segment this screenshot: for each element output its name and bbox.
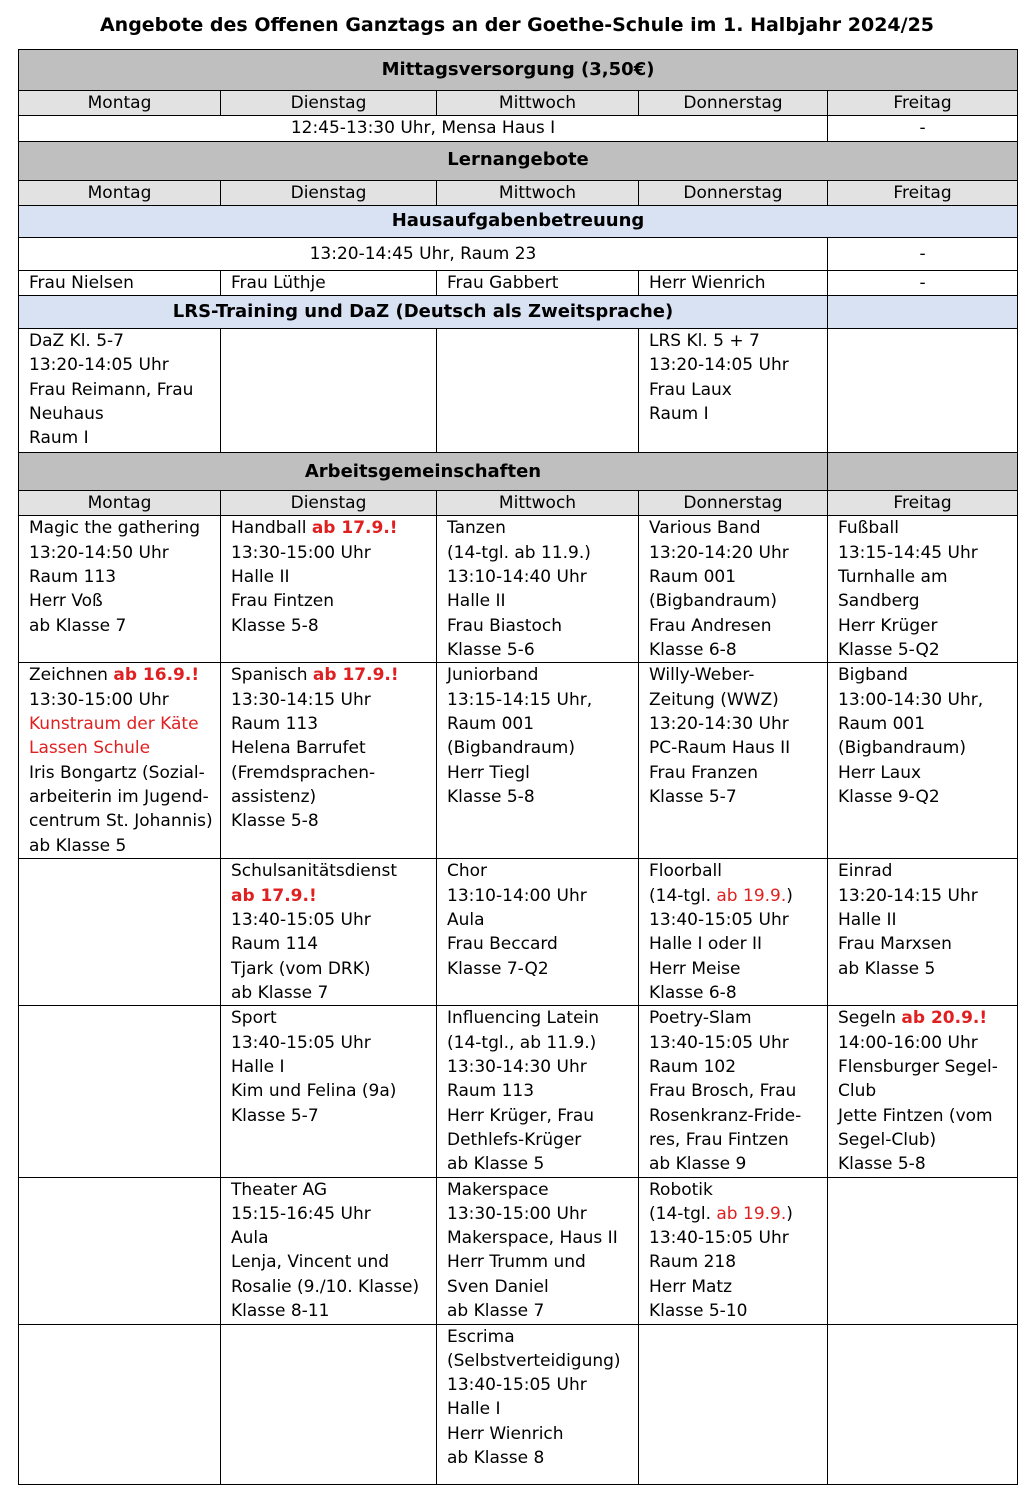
cell-text-segment: ab 17.9.! bbox=[311, 518, 398, 539]
day-wednesday: Mittwoch bbox=[437, 491, 639, 516]
cell-line bbox=[231, 663, 436, 687]
cell-line: (14-tgl. ab 11.9.) bbox=[447, 542, 591, 563]
cell-line: Herr Laux bbox=[838, 762, 922, 783]
cell-line: Herr Matz bbox=[649, 1276, 732, 1297]
ag-cell bbox=[639, 1006, 828, 1177]
homework-time-row bbox=[19, 237, 1018, 270]
cell-line: Robotik bbox=[649, 1179, 713, 1200]
cell-text-segment: Segeln bbox=[838, 1008, 902, 1029]
cell-text-segment: ab 20.9.! bbox=[901, 1008, 988, 1029]
day-monday: Montag bbox=[19, 491, 221, 516]
cell-line: Club bbox=[838, 1081, 877, 1102]
ag-cell bbox=[437, 1324, 639, 1484]
cell-line: Various Band bbox=[649, 518, 761, 539]
cell-line: ab Klasse 8 bbox=[447, 1448, 545, 1469]
cell-line: 15:15-16:45 Uhr bbox=[231, 1203, 371, 1224]
cell-line: Tanzen bbox=[447, 518, 506, 539]
cell-line: Raum 218 bbox=[649, 1252, 737, 1273]
cell-text-segment: ab 19.9. bbox=[716, 885, 787, 906]
empty-cell bbox=[19, 1324, 221, 1484]
cell-line: PC-Raum Haus II bbox=[649, 738, 791, 759]
cell-line: (Bigbandraum) bbox=[447, 738, 575, 759]
daz-cell bbox=[19, 329, 221, 453]
cell-line: Klasse 5-7 bbox=[649, 786, 737, 807]
ag-row bbox=[19, 859, 1018, 1006]
ag-cell bbox=[221, 663, 437, 859]
cell-text-segment: ) bbox=[786, 885, 793, 906]
cell-line bbox=[29, 663, 220, 687]
day-friday: Freitag bbox=[828, 491, 1018, 516]
cell-line: Sport bbox=[231, 1008, 277, 1029]
cell-line: Segel-Club) bbox=[838, 1129, 937, 1150]
lrs-row bbox=[19, 329, 1018, 453]
empty-cell bbox=[828, 453, 1018, 491]
day-tuesday: Dienstag bbox=[221, 180, 437, 205]
cell-line: Herr Meise bbox=[649, 958, 741, 979]
day-wednesday: Mittwoch bbox=[437, 180, 639, 205]
cell-line: Klasse 5-8 bbox=[231, 615, 319, 636]
cell-line: 13:30-15:00 Uhr bbox=[29, 689, 169, 710]
cell-line: Escrima bbox=[447, 1326, 515, 1347]
ag-cell bbox=[221, 859, 437, 1006]
cell-line: 13:20-14:05 Uhr bbox=[29, 355, 169, 376]
cell-line: Klasse 9-Q2 bbox=[838, 786, 940, 807]
cell-text-segment: Zeichnen bbox=[29, 665, 114, 686]
teacher-friday: - bbox=[828, 270, 1018, 295]
empty-cell bbox=[828, 296, 1018, 329]
cell-text-segment: (14-tgl. bbox=[649, 885, 717, 906]
cell-text-segment: Handball bbox=[231, 518, 312, 539]
day-header-row bbox=[19, 491, 1018, 516]
empty-cell bbox=[221, 1324, 437, 1484]
cell-line: Poetry-Slam bbox=[649, 1008, 752, 1029]
cell-line: Frau Andresen bbox=[649, 615, 772, 636]
cell-line: Klasse 5-7 bbox=[231, 1105, 319, 1126]
cell-line: Iris Bongartz (Sozial- bbox=[29, 762, 205, 783]
cell-line: Frau Marxsen bbox=[838, 934, 952, 955]
day-friday: Freitag bbox=[828, 180, 1018, 205]
cell-line: Klasse 5-8 bbox=[447, 786, 535, 807]
ag-row bbox=[19, 1324, 1018, 1484]
cell-text-segment: ab 16.9.! bbox=[113, 665, 200, 686]
cell-line: 13:40-15:05 Uhr bbox=[231, 1032, 371, 1053]
cell-line: 13:30-15:00 Uhr bbox=[231, 542, 371, 563]
cell-line: Bigband bbox=[838, 665, 908, 686]
teacher-monday: Frau Nielsen bbox=[19, 270, 221, 295]
day-wednesday: Mittwoch bbox=[437, 91, 639, 116]
cell-line: 14:00-16:00 Uhr bbox=[838, 1032, 978, 1053]
cell-line: ab Klasse 7 bbox=[231, 982, 329, 1003]
cell-line: Klasse 5-8 bbox=[231, 811, 319, 832]
cell-line: Sven Daniel bbox=[447, 1276, 549, 1297]
cell-line: Lassen Schule bbox=[29, 738, 151, 759]
ag-cell bbox=[828, 859, 1018, 1006]
cell-line: Fußball bbox=[838, 518, 899, 539]
cell-line: ab Klasse 7 bbox=[29, 615, 127, 636]
empty-cell bbox=[19, 1177, 221, 1324]
lunch-friday: - bbox=[828, 116, 1018, 141]
cell-line: Raum 114 bbox=[231, 934, 319, 955]
cell-line: Klasse 8-11 bbox=[231, 1301, 330, 1322]
cell-line: Raum 102 bbox=[649, 1057, 737, 1078]
cell-line: 13:10-14:40 Uhr bbox=[447, 567, 587, 588]
cell-line: Halle I oder II bbox=[649, 934, 762, 955]
empty-cell bbox=[828, 1324, 1018, 1484]
ag-cell bbox=[639, 859, 828, 1006]
cell-line: Frau Laux bbox=[649, 379, 732, 400]
ag-cell bbox=[437, 1177, 639, 1324]
ag-cell bbox=[828, 1006, 1018, 1177]
cell-line: Raum 001 bbox=[649, 567, 737, 588]
cell-line: ab 17.9.! bbox=[231, 885, 317, 906]
cell-line: centrum St. Johannis) bbox=[29, 811, 213, 832]
empty-cell bbox=[437, 329, 639, 453]
cell-line: Influencing Latein bbox=[447, 1008, 600, 1029]
learning-header-row bbox=[19, 141, 1018, 180]
cell-line: 13:30-14:15 Uhr bbox=[231, 689, 371, 710]
teacher-tuesday: Frau Lüthje bbox=[221, 270, 437, 295]
ag-cell bbox=[19, 663, 221, 859]
cell-line: Dethlefs-Krüger bbox=[447, 1129, 582, 1150]
cell-line: 13:40-15:05 Uhr bbox=[447, 1375, 587, 1396]
cell-line: Aula bbox=[231, 1228, 269, 1249]
cell-line: Halle II bbox=[838, 910, 897, 931]
cell-line: ab Klasse 5 bbox=[29, 835, 127, 856]
cell-line: Halle II bbox=[447, 591, 506, 612]
cell-line: ab Klasse 9 bbox=[649, 1154, 747, 1175]
cell-line bbox=[231, 516, 436, 540]
cell-line: Halle I bbox=[231, 1057, 285, 1078]
cell-line: Zeitung (WWZ) bbox=[649, 689, 779, 710]
cell-line: Einrad bbox=[838, 861, 893, 882]
cell-line: 13:40-15:05 Uhr bbox=[649, 1228, 789, 1249]
cell-line: Klasse 7-Q2 bbox=[447, 958, 549, 979]
cell-line: assistenz) bbox=[231, 786, 317, 807]
cell-line: Herr Krüger, Frau bbox=[447, 1105, 595, 1126]
cell-line: Herr Krüger bbox=[838, 615, 938, 636]
cell-line bbox=[838, 1006, 1017, 1030]
cell-line: Magic the gathering bbox=[29, 518, 201, 539]
cell-line: 13:20-14:20 Uhr bbox=[649, 542, 789, 563]
cell-line: 13:20-14:50 Uhr bbox=[29, 542, 169, 563]
cell-line: Theater AG bbox=[231, 1179, 328, 1200]
cell-line: 13:20-14:30 Uhr bbox=[649, 714, 789, 735]
ag-cell bbox=[221, 516, 437, 663]
cell-line: Klasse 5-10 bbox=[649, 1301, 748, 1322]
cell-line: ab Klasse 7 bbox=[447, 1301, 545, 1322]
cell-line: 13:40-15:05 Uhr bbox=[649, 1032, 789, 1053]
cell-line: Tjark (vom DRK) bbox=[231, 958, 371, 979]
ag-header-row bbox=[19, 453, 1018, 491]
cell-line: Klasse 6-8 bbox=[649, 982, 737, 1003]
cell-line: Sandberg bbox=[838, 591, 920, 612]
cell-line: LRS Kl. 5 + 7 bbox=[649, 331, 760, 352]
page-title: Angebote des Offenen Ganztags an der Goethe-Schule im 1. Halbjahr 2024/25 bbox=[99, 14, 935, 36]
cell-text-segment: Spanisch bbox=[231, 665, 313, 686]
homework-time: 13:20-14:45 Uhr, Raum 23 bbox=[19, 237, 828, 270]
homework-header-row bbox=[19, 205, 1018, 237]
lunch-time: 12:45-13:30 Uhr, Mensa Haus I bbox=[19, 116, 828, 141]
cell-line: Makerspace bbox=[447, 1179, 549, 1200]
ag-row bbox=[19, 1177, 1018, 1324]
empty-cell bbox=[639, 1324, 828, 1484]
cell-line: arbeiterin im Jugend- bbox=[29, 786, 209, 807]
day-tuesday: Dienstag bbox=[221, 491, 437, 516]
ag-cell bbox=[19, 516, 221, 663]
empty-cell bbox=[19, 859, 221, 1006]
cell-line: Frau Biastoch bbox=[447, 615, 562, 636]
cell-line bbox=[649, 1202, 827, 1226]
cell-line: Herr Voß bbox=[29, 591, 103, 612]
lrs-header-row bbox=[19, 296, 1018, 329]
ag-cell bbox=[437, 663, 639, 859]
cell-line: Helena Barrufet bbox=[231, 738, 366, 759]
day-monday: Montag bbox=[19, 180, 221, 205]
lunch-row bbox=[19, 116, 1018, 141]
day-header-row bbox=[19, 180, 1018, 205]
day-thursday: Donnerstag bbox=[639, 180, 828, 205]
cell-text-segment: ab 19.9. bbox=[716, 1203, 787, 1224]
ag-row bbox=[19, 663, 1018, 859]
cell-line: Neuhaus bbox=[29, 404, 104, 425]
cell-text-segment: (14-tgl. bbox=[649, 1203, 717, 1224]
ag-cell bbox=[639, 663, 828, 859]
day-header-row bbox=[19, 91, 1018, 116]
ag-cell bbox=[221, 1006, 437, 1177]
cell-line: Floorball bbox=[649, 861, 722, 882]
cell-line: Klasse 5-8 bbox=[838, 1154, 926, 1175]
schedule-table bbox=[18, 49, 1018, 1485]
cell-line: Raum 001 bbox=[447, 714, 535, 735]
cell-line: Turnhalle am bbox=[838, 567, 948, 588]
cell-line: Herr Tiegl bbox=[447, 762, 530, 783]
lrs-heading: LRS-Training und DaZ (Deutsch als Zweitsprache) bbox=[19, 296, 828, 329]
lunch-header-row bbox=[19, 50, 1018, 91]
lrs-cell bbox=[639, 329, 828, 453]
ag-row bbox=[19, 516, 1018, 663]
cell-line: Klasse 6-8 bbox=[649, 639, 737, 660]
cell-line: Raum 113 bbox=[29, 567, 117, 588]
cell-line: (Fremdsprachen- bbox=[231, 762, 376, 783]
cell-line: Rosenkranz-Fride- bbox=[649, 1105, 802, 1126]
cell-line: 13:30-14:30 Uhr bbox=[447, 1057, 587, 1078]
cell-line: Raum 113 bbox=[231, 714, 319, 735]
cell-line: Raum I bbox=[649, 404, 709, 425]
ag-row bbox=[19, 1006, 1018, 1177]
cell-line: Herr Wienrich bbox=[447, 1423, 564, 1444]
day-monday: Montag bbox=[19, 91, 221, 116]
cell-line: (Bigbandraum) bbox=[649, 591, 777, 612]
empty-cell bbox=[828, 329, 1018, 453]
cell-line: Schulsanitätsdienst bbox=[231, 861, 398, 882]
cell-line: (14-tgl., ab 11.9.) bbox=[447, 1032, 597, 1053]
cell-line: Lenja, Vincent und bbox=[231, 1252, 390, 1273]
teacher-wednesday: Frau Gabbert bbox=[437, 270, 639, 295]
ag-cell bbox=[828, 516, 1018, 663]
cell-line: Klasse 5-6 bbox=[447, 639, 535, 660]
empty-cell bbox=[828, 1177, 1018, 1324]
ag-cell bbox=[221, 1177, 437, 1324]
cell-line: Flensburger Segel- bbox=[838, 1057, 998, 1078]
cell-line: Juniorband bbox=[447, 665, 539, 686]
cell-line: ab Klasse 5 bbox=[838, 958, 936, 979]
day-friday: Freitag bbox=[828, 91, 1018, 116]
cell-line: DaZ Kl. 5-7 bbox=[29, 331, 125, 352]
cell-line: Rosalie (9./10. Klasse) bbox=[231, 1276, 420, 1297]
day-tuesday: Dienstag bbox=[221, 91, 437, 116]
cell-line: 13:10-14:00 Uhr bbox=[447, 885, 587, 906]
cell-line: Halle I bbox=[447, 1399, 501, 1420]
empty-cell bbox=[19, 1006, 221, 1177]
empty-cell bbox=[221, 329, 437, 453]
cell-line: Raum 001 bbox=[838, 714, 926, 735]
cell-line: 13:20-14:05 Uhr bbox=[649, 355, 789, 376]
cell-line: 13:15-14:45 Uhr bbox=[838, 542, 978, 563]
cell-line: ab Klasse 5 bbox=[447, 1154, 545, 1175]
homework-heading: Hausaufgabenbetreuung bbox=[19, 205, 1018, 237]
cell-line: Kim und Felina (9a) bbox=[231, 1081, 397, 1102]
ag-cell bbox=[639, 1177, 828, 1324]
cell-line bbox=[649, 884, 827, 908]
cell-line: (Selbstverteidigung) bbox=[447, 1350, 621, 1371]
ag-cell bbox=[437, 1006, 639, 1177]
cell-line: 13:40-15:05 Uhr bbox=[649, 910, 789, 931]
lunch-heading: Mittagsversorgung (3,50€) bbox=[19, 50, 1018, 91]
cell-line: Jette Fintzen (vom bbox=[838, 1105, 993, 1126]
ag-cell bbox=[828, 663, 1018, 859]
cell-line: Chor bbox=[447, 861, 488, 882]
homework-friday: - bbox=[828, 237, 1018, 270]
cell-line: (Bigbandraum) bbox=[838, 738, 966, 759]
teacher-thursday: Herr Wienrich bbox=[639, 270, 828, 295]
cell-line: Frau Franzen bbox=[649, 762, 759, 783]
cell-line: 13:00-14:30 Uhr, bbox=[838, 689, 984, 710]
cell-line: Frau Reimann, Frau bbox=[29, 379, 194, 400]
cell-line: Herr Trumm und bbox=[447, 1252, 586, 1273]
cell-line: 13:15-14:15 Uhr, bbox=[447, 689, 593, 710]
ag-heading: Arbeitsgemeinschaften bbox=[19, 453, 828, 491]
cell-line: Halle II bbox=[231, 567, 290, 588]
cell-line: Klasse 5-Q2 bbox=[838, 639, 940, 660]
ag-cell bbox=[639, 516, 828, 663]
cell-line: 13:40-15:05 Uhr bbox=[231, 910, 371, 931]
homework-teacher-row bbox=[19, 270, 1018, 295]
cell-text-segment: ab 17.9.! bbox=[312, 665, 399, 686]
cell-line: Aula bbox=[447, 910, 485, 931]
cell-line: 13:30-15:00 Uhr bbox=[447, 1203, 587, 1224]
cell-line: Raum I bbox=[29, 428, 89, 449]
cell-line: Frau Beccard bbox=[447, 934, 558, 955]
cell-line: Kunstraum der Käte bbox=[29, 714, 199, 735]
cell-line: Raum 113 bbox=[447, 1081, 535, 1102]
cell-line: res, Frau Fintzen bbox=[649, 1129, 789, 1150]
day-thursday: Donnerstag bbox=[639, 91, 828, 116]
day-thursday: Donnerstag bbox=[639, 491, 828, 516]
cell-text-segment: ) bbox=[786, 1203, 793, 1224]
ag-cell bbox=[437, 859, 639, 1006]
cell-line: Willy-Weber- bbox=[649, 665, 755, 686]
cell-line: Frau Fintzen bbox=[231, 591, 334, 612]
cell-line: Makerspace, Haus II bbox=[447, 1228, 618, 1249]
ag-cell bbox=[437, 516, 639, 663]
cell-line: Frau Brosch, Frau bbox=[649, 1081, 797, 1102]
learning-heading: Lernangebote bbox=[19, 141, 1018, 180]
cell-line: 13:20-14:15 Uhr bbox=[838, 885, 978, 906]
